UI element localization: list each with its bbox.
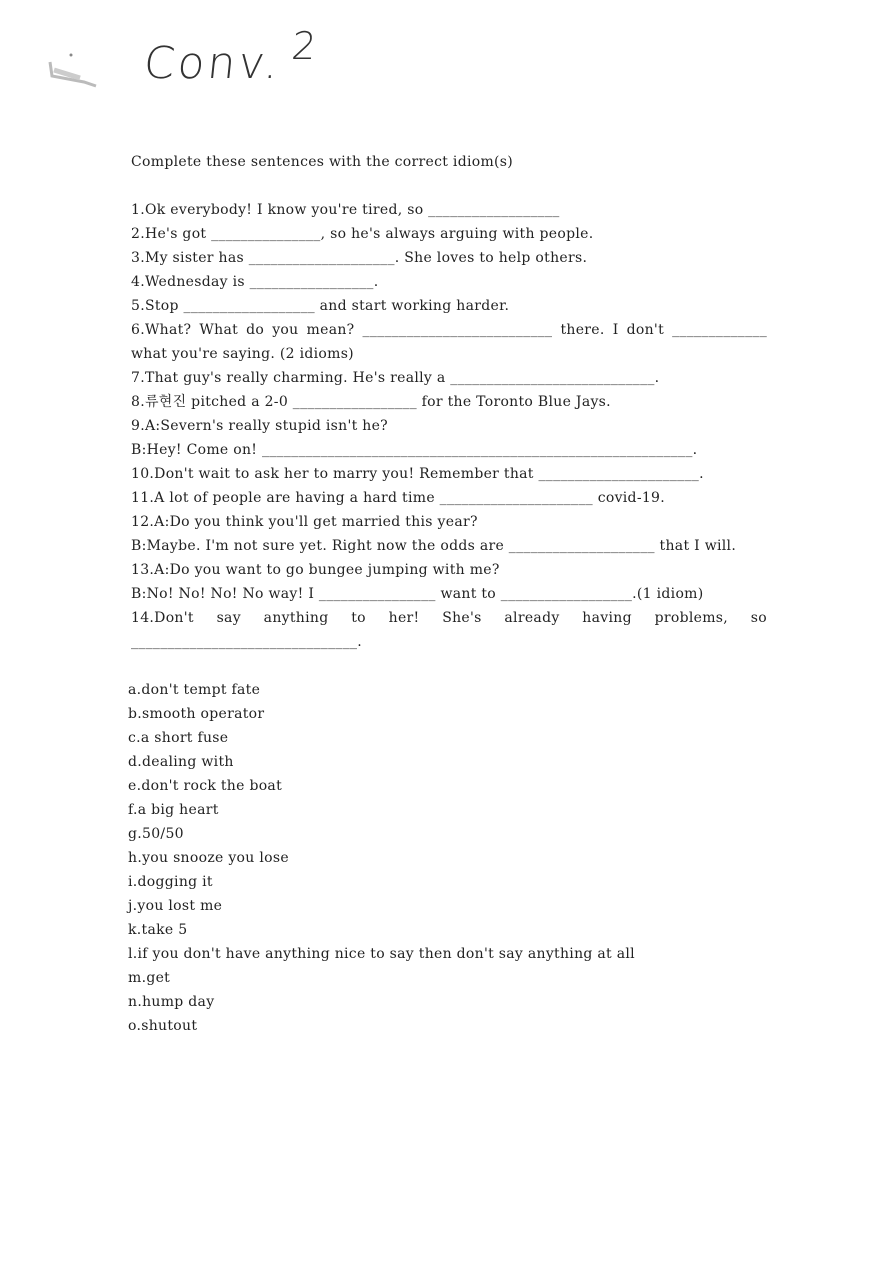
answer-b: b.smooth operator: [128, 706, 265, 722]
question-13a: 13.A:Do you want to go bungee jumping with me?: [131, 562, 500, 578]
question-12a: 12.A:Do you think you'll get married this year?: [131, 514, 478, 530]
answer-o: o.shutout: [128, 1018, 198, 1034]
question-12b: B:Maybe. I'm not sure yet. Right now the odds are ____________________ that I will.: [131, 538, 737, 554]
handwritten-title: [141, 24, 322, 89]
question-9b: B:Hey! Come on! ___________________________________________________________.: [131, 442, 698, 458]
question-11: 11.A lot of people are having a hard time _____________________ covid-19.: [131, 490, 666, 506]
question-3: 3.My sister has ____________________. She loves to help others.: [131, 250, 588, 266]
question-6: 6.What? What do you mean? __________________________ there. I don't _____________ what you're saying. (2 idioms): [131, 322, 767, 362]
answer-c: c.a short fuse: [128, 730, 229, 746]
answer-n: n.hump day: [128, 994, 215, 1010]
answer-list: [128, 678, 767, 1038]
question-1: 1.Ok everybody! I know you're tired, so __________________: [131, 202, 560, 218]
answer-f: f.a big heart: [128, 802, 219, 818]
answer-k: k.take 5: [128, 922, 188, 938]
question-2: 2.He's got _______________, so he's always arguing with people.: [131, 226, 594, 242]
answer-g: g.50/50: [128, 826, 184, 842]
scan-smudge-mark: [44, 52, 104, 88]
handwritten-number: 2: [289, 24, 322, 68]
question-14: 14.Don't say anything to her! She's already having problems, so _______________________________.: [131, 610, 767, 650]
question-10: 10.Don't wait to ask her to marry you! Remember that ______________________.: [131, 466, 704, 482]
answer-l: l.if you don't have anything nice to say then don't say anything at all: [128, 946, 635, 962]
question-5: 5.Stop __________________ and start working harder.: [131, 298, 510, 314]
answer-a: a.don't tempt fate: [128, 682, 261, 698]
answer-d: d.dealing with: [128, 754, 234, 770]
answer-m: m.get: [128, 970, 171, 986]
worksheet: [128, 150, 767, 1038]
handwritten-label: Conv.: [141, 38, 284, 89]
question-9a: 9.A:Severn's really stupid isn't he?: [131, 418, 388, 434]
answer-h: h.you snooze you lose: [128, 850, 289, 866]
question-13b: B:No! No! No! No way! I ________________ want to __________________.(1 idiom): [131, 586, 704, 602]
instructions: Complete these sentences with the correct idiom(s): [131, 154, 514, 170]
question-7: 7.That guy's really charming. He's really a ____________________________.: [131, 370, 660, 386]
question-list: [131, 198, 767, 654]
answer-j: j.you lost me: [128, 898, 223, 914]
answer-i: i.dogging it: [128, 874, 213, 890]
question-8: 8.류현진 pitched a 2-0 _________________ for the Toronto Blue Jays.: [131, 394, 611, 410]
question-4: 4.Wednesday is _________________.: [131, 274, 379, 290]
answer-e: e.don't rock the boat: [128, 778, 283, 794]
